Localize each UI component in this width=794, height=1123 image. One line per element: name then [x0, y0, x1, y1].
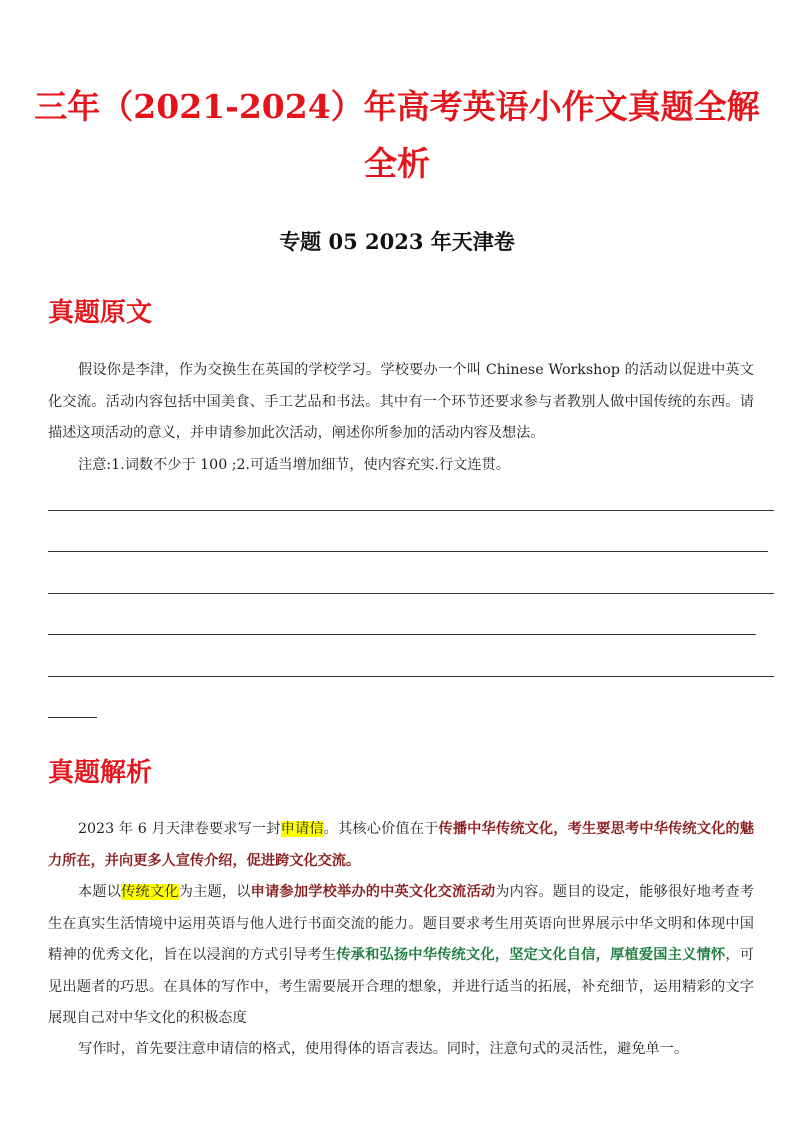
text-run: 2023 年 6 月天津卷要求写一封 — [78, 821, 281, 837]
document-title — [30, 78, 764, 192]
topic-subtitle: 专题 05 2023 年天津卷 — [279, 229, 515, 254]
emphasis-text: 传播中华传统文化，考生要思考中华传统文化的魅力所在，并向更多人宣传介绍，促进跨文化交流。 — [48, 821, 754, 869]
section-heading-original: 真题原文 — [48, 298, 153, 328]
highlighted-text: 申请信 — [280, 821, 324, 837]
answer-line — [48, 676, 774, 677]
title-line-2: 全析 — [364, 144, 430, 183]
highlighted-text: 传统文化 — [121, 884, 179, 900]
text-run: 本题以 — [78, 884, 122, 900]
answer-line — [48, 593, 774, 594]
answer-line — [48, 551, 768, 552]
answer-line — [48, 634, 756, 635]
title-line-1: 三年（2021-2024）年高考英语小作文真题全解 — [34, 87, 760, 126]
emphasis-text: 申请参加学校举办的中英文化交流活动 — [250, 884, 496, 900]
answer-line — [48, 510, 774, 511]
text-run: ，可见出题者的巧思。在具体的写作中，考生需要展开合理的想象，并进行适当的拓展，补充细节，运用精彩的文字展现自己对中华文化的积极态度 — [48, 947, 754, 1026]
section-heading-analysis: 真题解析 — [48, 758, 153, 788]
prompt-paragraph: 假设你是李津，作为交换生在英国的学校学习。学校要办一个叫 Chinese Workshop 的活动以促进中英文化交流。活动内容包括中国美食、手工艺品和书法。其中有一个环节还要求参与者教别人做中国传统的东西。请描述这项活动的意义，并申请参加此次活动，阐述你所参加的活动内容及想法。 — [48, 362, 754, 441]
text-run: 为主题，以 — [178, 884, 251, 900]
analysis-paragraph-2 — [48, 877, 754, 1035]
analysis-paragraph-1 — [48, 814, 754, 877]
text-run: 为内容。题目的设定，能够很好地考查考生在真实生活情境中运用英语与他人进行书面交流的能力。题目要求考生用英语向世界展示中华文明和体现中国精神的优秀文化，旨在以浸润的方式引导考生 — [48, 884, 754, 963]
answer-line — [48, 717, 97, 718]
note-paragraph: 注意:1.词数不少于 100 ;2.可适当增加细节，使内容充实.行文连贯。 — [78, 457, 510, 473]
text-run: 。其核心价值在于 — [323, 821, 439, 837]
emphasis-text-green: 传承和弘扬中华传统文化，坚定文化自信，厚植爱国主义情怀 — [336, 947, 726, 963]
analysis-paragraph-3: 写作时，首先要注意申请信的格式，使用得体的语言表达。同时，注意句式的灵活性，避免单一。 — [78, 1041, 689, 1057]
